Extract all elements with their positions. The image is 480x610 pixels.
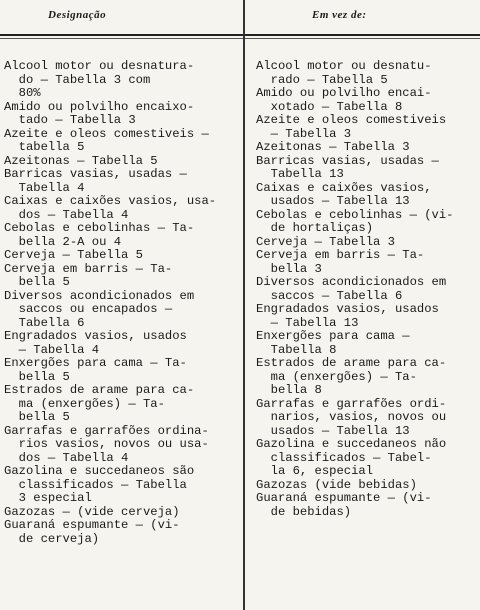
- designation-entry-line: Diversos acondicionados em: [4, 288, 195, 303]
- instead-of-entry-line: Tabella 8: [256, 342, 337, 357]
- instead-of-entry: [256, 155, 478, 182]
- designation-entry-line: bella 5: [4, 369, 70, 384]
- designation-column: [4, 60, 238, 546]
- designation-entry: [4, 60, 238, 101]
- designation-entry-line: Cerveja em barris — Ta-: [4, 261, 173, 276]
- instead-of-entry: [256, 209, 478, 236]
- designation-entry-line: classificados — Tabella: [4, 477, 187, 492]
- designation-entry-line: Alcool motor ou desnatura-: [4, 59, 195, 73]
- designation-entry-line: dos — Tabella 4: [4, 450, 129, 465]
- designation-entry: [4, 290, 238, 331]
- designation-entry-line: de cerveja): [4, 531, 100, 546]
- instead-of-entry-line: xotado — Tabella 8: [256, 99, 403, 114]
- instead-of-entry-line: narios, vasios, novos ou: [256, 410, 447, 424]
- designation-entry: [4, 168, 238, 195]
- designation-entry: [4, 357, 238, 384]
- designation-entry: [4, 128, 238, 155]
- header-rule: [0, 34, 480, 36]
- instead-of-entry-line: Tabella 13: [256, 167, 344, 181]
- designation-entry: [4, 263, 238, 290]
- designation-entry-line: tado — Tabella 3: [4, 113, 136, 127]
- instead-of-entry-line: Engradados vasios, usados: [256, 302, 439, 316]
- instead-of-entry: [256, 330, 478, 357]
- instead-of-entry-line: saccos — Tabella 6: [256, 288, 403, 303]
- instead-of-entry-line: de bebidas): [256, 504, 352, 519]
- designation-entry-line: rios vasios, novos ou usa-: [4, 437, 209, 451]
- designation-entry-line: ma (enxergões) — Ta-: [4, 396, 165, 411]
- instead-of-entry-line: rado — Tabella 5: [256, 72, 388, 87]
- header-rule-thin: [0, 38, 480, 39]
- designation-entry-line: Tabella 6: [4, 315, 85, 330]
- designation-entry-line: do — Tabella 3 com: [4, 72, 151, 87]
- designation-entry-line: 80%: [4, 86, 41, 100]
- instead-of-entry: [256, 60, 478, 87]
- instead-of-entry: [256, 398, 478, 439]
- designation-entry: [4, 330, 238, 357]
- instead-of-entry-line: Estrados de arame para ca-: [256, 356, 447, 370]
- designation-entry-line: Tabella 4: [4, 180, 85, 195]
- instead-of-entry-line: — Tabella 13: [256, 315, 359, 330]
- designation-entry: [4, 465, 238, 506]
- designation-entry: [4, 249, 238, 263]
- designation-entry-line: Garrafas e garrafões ordina-: [4, 423, 209, 438]
- instead-of-entry-line: Enxergões para cama —: [256, 329, 410, 343]
- designation-entry: [4, 195, 238, 222]
- instead-of-entry-line: Garrafas e garrafões ordi-: [256, 396, 447, 411]
- designation-entry: [4, 425, 238, 466]
- instead-of-entry: [256, 303, 478, 330]
- designation-entry-line: Cerveja — Tabella 5: [4, 248, 143, 262]
- designation-entry: [4, 384, 238, 425]
- column-title-instead-of: Em vez de:: [312, 9, 367, 21]
- instead-of-entry-line: Amido ou polvilho encai-: [256, 86, 432, 100]
- instead-of-entry-line: Cerveja — Tabella 3: [256, 234, 395, 249]
- designation-entry-line: tabella 5: [4, 140, 85, 154]
- designation-entry-line: Engradados vasios, usados: [4, 329, 187, 343]
- designation-entry-line: dos — Tabella 4: [4, 207, 129, 222]
- instead-of-entry: [256, 276, 478, 303]
- instead-of-entry-line: bella 8: [256, 383, 322, 397]
- instead-of-entry: [256, 249, 478, 276]
- instead-of-column: [256, 60, 478, 519]
- designation-entry-line: bella 5: [4, 410, 70, 424]
- designation-entry-line: Estrados de arame para ca-: [4, 383, 195, 397]
- instead-of-entry-line: la 6, especial: [256, 464, 374, 478]
- instead-of-entry: [256, 114, 478, 141]
- instead-of-entry-line: bella 3: [256, 261, 322, 276]
- instead-of-entry-line: usados — Tabella 13: [256, 194, 410, 208]
- designation-entry-line: Gazolina e succedaneos são: [4, 464, 195, 478]
- instead-of-entry: [256, 141, 478, 155]
- designation-entry-line: Enxergões para cama — Ta-: [4, 356, 187, 370]
- column-divider: [243, 0, 245, 610]
- instead-of-entry: [256, 479, 478, 493]
- instead-of-entry: [256, 438, 478, 479]
- designation-entry-line: saccos ou encapados —: [4, 302, 173, 316]
- designation-entry-line: Guaraná espumante — (vi-: [4, 518, 180, 532]
- column-title-designation: Designação: [48, 9, 107, 21]
- instead-of-entry-line: Azeite e oleos comestiveis: [256, 113, 447, 127]
- designation-entry-line: Gazozas — (vide cerveja): [4, 504, 180, 519]
- instead-of-entry: [256, 236, 478, 250]
- instead-of-entry-line: Gazolina e succedaneos não: [256, 437, 447, 451]
- instead-of-entry-line: Cerveja em barris — Ta-: [256, 248, 425, 262]
- designation-entry: [4, 101, 238, 128]
- designation-entry-line: Barricas vasias, usadas —: [4, 167, 187, 181]
- instead-of-entry-line: Caixas e caixões vasios,: [256, 180, 432, 195]
- designation-entry-line: Azeitonas — Tabella 5: [4, 153, 158, 168]
- designation-entry-line: Amido ou polvilho encaixo-: [4, 99, 195, 114]
- instead-of-entry-line: Barricas vasias, usadas —: [256, 153, 439, 168]
- table-header: [0, 0, 480, 36]
- instead-of-entry-line: usados — Tabella 13: [256, 423, 410, 438]
- instead-of-entry-line: Gazozas (vide bebidas): [256, 477, 417, 492]
- instead-of-entry: [256, 357, 478, 398]
- instead-of-entry-line: ma (enxergões) — Ta-: [256, 369, 417, 384]
- instead-of-entry: [256, 492, 478, 519]
- designation-entry-line: Azeite e oleos comestiveis —: [4, 126, 209, 141]
- instead-of-entry-line: Azeitonas — Tabella 3: [256, 140, 410, 154]
- designation-entry-line: 3 especial: [4, 491, 92, 505]
- designation-entry-line: Caixas e caixões vasios, usa-: [4, 194, 217, 208]
- instead-of-entry-line: Alcool motor ou desnatu-: [256, 59, 432, 73]
- designation-entry-line: bella 2-A ou 4: [4, 234, 122, 249]
- instead-of-entry: [256, 182, 478, 209]
- designation-entry: [4, 155, 238, 169]
- designation-entry-line: bella 5: [4, 275, 70, 289]
- designation-entry: [4, 506, 238, 520]
- instead-of-entry-line: de hortaliças): [256, 221, 374, 235]
- designation-entry: [4, 519, 238, 546]
- designation-entry-line: — Tabella 4: [4, 342, 100, 357]
- instead-of-entry-line: Cebolas e cebolinhas — (vi-: [256, 207, 454, 222]
- instead-of-entry-line: Diversos acondicionados em: [256, 275, 447, 289]
- instead-of-entry-line: Guaraná espumante — (vi-: [256, 491, 432, 505]
- instead-of-entry-line: classificados — Tabel-: [256, 450, 432, 465]
- instead-of-entry: [256, 87, 478, 114]
- instead-of-entry-line: — Tabella 3: [256, 126, 352, 141]
- designation-entry: [4, 222, 238, 249]
- designation-entry-line: Cebolas e cebolinhas — Ta-: [4, 221, 195, 235]
